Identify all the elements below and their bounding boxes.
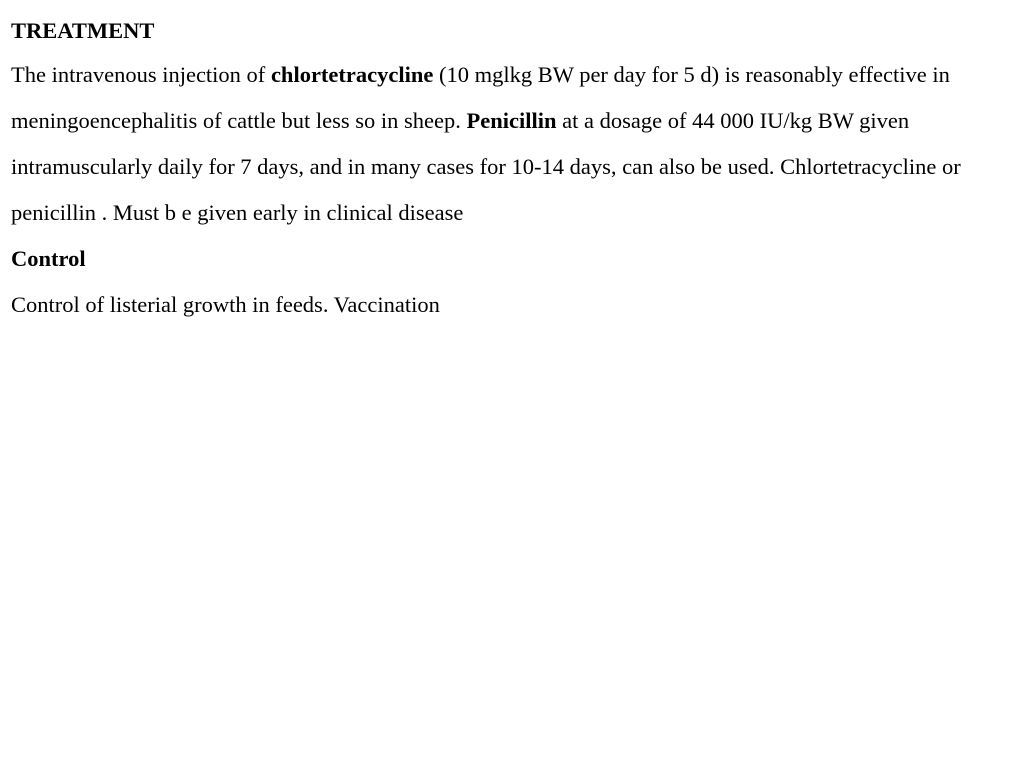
control-heading: Control — [11, 246, 86, 271]
penicillin-term: Penicillin — [466, 108, 557, 133]
treatment-paragraph — [11, 52, 1014, 236]
treatment-text-part: (10 mglkg BW per day for 5 d) is reasonably effective in meningoencephalitis of cattle but less so in sheep. — [11, 62, 950, 133]
treatment-text-part: The intravenous injection of — [11, 62, 271, 87]
treatment-text-part: at a dosage of 44 000 IU/kg BW given intramuscularly daily for 7 days, and in many cases for 10-14 days, can also be used. Chlortetracycline or penicillin . Must b e given early in clinical disease — [11, 108, 961, 225]
chlortetracycline-term: chlortetracycline — [270, 62, 434, 87]
control-paragraph: Control of listerial growth in feeds. Vaccination — [11, 292, 440, 317]
treatment-heading: TREATMENT — [11, 18, 155, 43]
